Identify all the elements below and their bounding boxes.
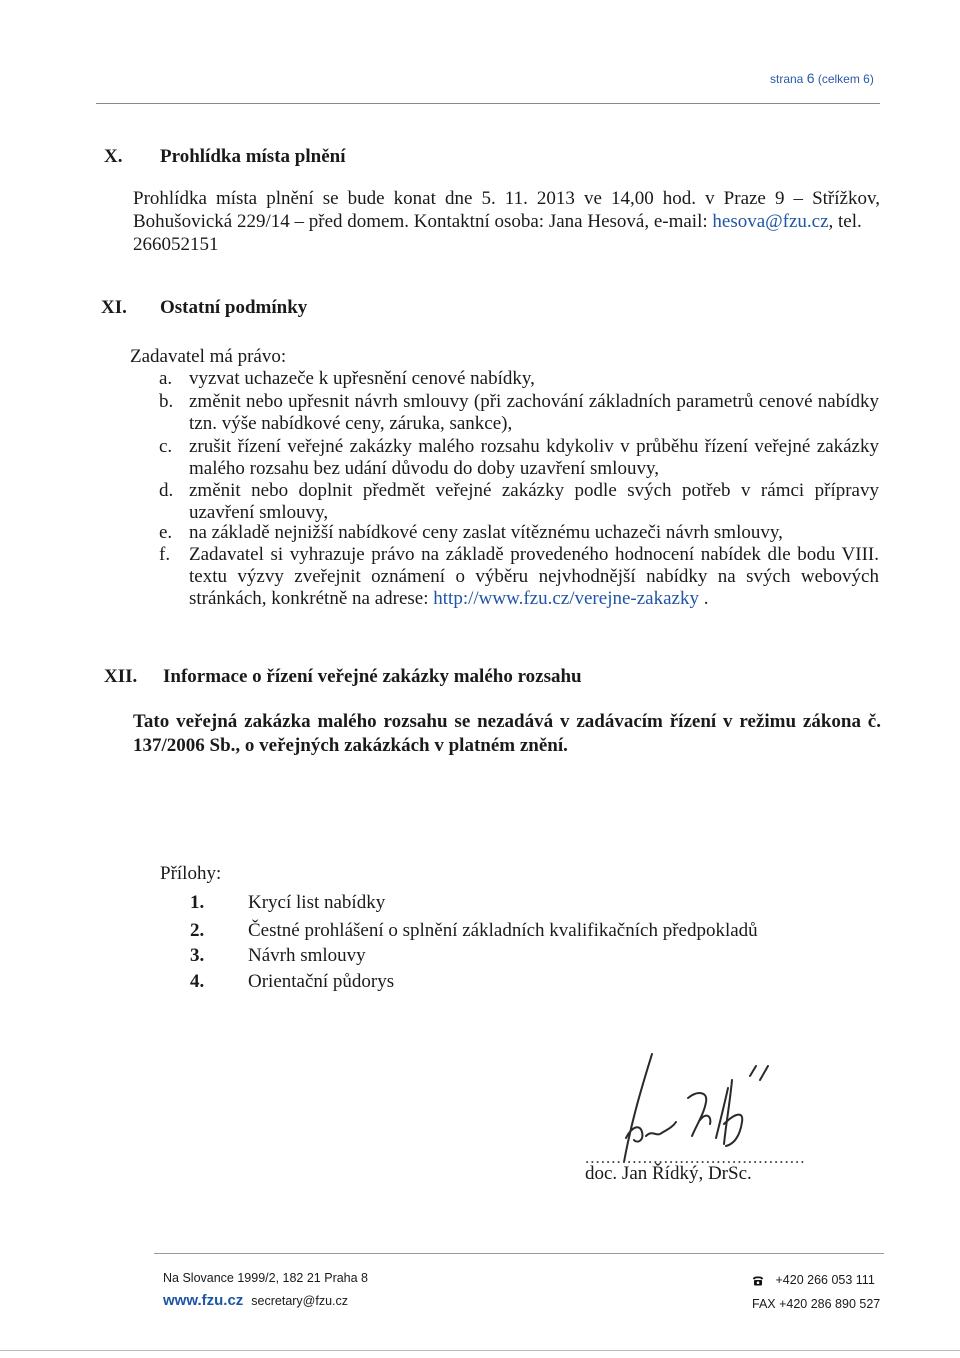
section-xii-number: XII. — [104, 666, 138, 687]
section-xii-note: Tato veřejná zakázka malého rozsahu se nezadává v zadávacím řízení v režimu zákona č. 137/2006 Sb., o veřejných zakázkách v platném znění. — [133, 711, 881, 756]
telephone-icon — [752, 1275, 764, 1289]
contact-email-link[interactable]: hesova@fzu.cz — [712, 211, 829, 232]
header-divider — [96, 103, 880, 104]
footer-website[interactable]: www.fzu.cz — [163, 1292, 244, 1309]
list-marker: d. — [159, 480, 174, 501]
section-xi-title: Ostatní podmínky — [160, 297, 308, 318]
list-text: změnit nebo doplnit předmět veřejné zakázky podle svých potřeb v rámci přípravy uzavření smlouvy, — [189, 480, 879, 523]
section-x-line2-text: Bohušovická 229/14 – před domem. Kontaktní osoba: Jana Hesová, e-mail: — [133, 211, 708, 232]
page-label: strana — [770, 72, 804, 86]
footer-email[interactable]: secretary@fzu.cz — [251, 1294, 349, 1308]
list-item — [159, 480, 881, 526]
list-text-body: Zadavatel si vyhrazuje právo na základě provedeného hodnocení nabídek dle bodu VIII. textu výzvy zveřejnit oznámení o výběru nejvhodnější nabídky na svých webových stránkách, konkrétně na adrese: — [189, 544, 879, 609]
attachment-title: Čestné prohlášení o splnění základních kvalifikačních předpokladů — [248, 920, 758, 941]
list-marker: c. — [159, 436, 173, 457]
section-x-line2 — [133, 211, 893, 233]
list-marker: e. — [159, 522, 173, 543]
section-x-phone: 266052151 — [133, 234, 219, 255]
attachment-title: Návrh smlouvy — [248, 945, 366, 966]
list-text: na základě nejnižší nabídkové ceny zaslat vítěznému uchazeči návrh smlouvy, — [189, 522, 783, 543]
page-total: (celkem 6) — [817, 72, 874, 86]
section-xi-intro: Zadavatel má právo: — [130, 346, 287, 367]
section-x-title: Prohlídka místa plnění — [160, 146, 346, 167]
page-bottom-edge — [0, 1350, 960, 1351]
page-number — [770, 70, 874, 86]
footer-phone-line — [752, 1273, 875, 1289]
section-x-line1: Prohlídka místa plnění se bude konat dne 5. 11. 2013 ve 14,00 hod. v Praze 9 – Střížkov, — [133, 188, 880, 209]
footer-phone: +420 266 053 111 — [775, 1273, 875, 1287]
attachment-item — [190, 945, 890, 969]
attachment-title: Krycí list nabídky — [248, 892, 386, 913]
list-text: zrušit řízení veřejné zakázky malého rozsahu kdykoliv v průběhu řízení veřejné zakázky malého rozsahu bez udání důvodu do doby uzavření smlouvy, — [189, 436, 879, 479]
section-xii-title: Informace o řízení veřejné zakázky malého rozsahu — [163, 666, 582, 687]
footer-web-line — [163, 1292, 348, 1310]
list-text-tail: . — [703, 588, 709, 609]
list-marker: a. — [159, 368, 173, 389]
list-text: změnit nebo upřesnit návrh smlouvy (při zachování základních parametrů cenové nabídky tzn. výše nabídkové ceny, záruka, sankce), — [189, 391, 879, 434]
procurement-url-link[interactable]: http://www.fzu.cz/verejne-zakazky — [433, 588, 699, 609]
attachment-title: Orientační půdorys — [248, 971, 395, 992]
signature-line: .......................................... — [585, 1148, 806, 1167]
section-x-line2-tail: , tel. — [828, 211, 862, 232]
list-text — [189, 544, 879, 610]
footer-fax: FAX +420 286 890 527 — [752, 1297, 881, 1311]
attachment-number: 2. — [190, 920, 205, 941]
list-item — [159, 436, 881, 482]
list-marker: b. — [159, 391, 174, 412]
list-text: vyzvat uchazeče k upřesnění cenové nabídky, — [189, 368, 535, 389]
page-number-value: 6 — [806, 70, 815, 86]
list-item — [159, 391, 881, 437]
signatory-name: doc. Jan Řídký, DrSc. — [585, 1163, 752, 1184]
section-xi-number: XI. — [101, 297, 127, 318]
attachment-item — [190, 892, 890, 916]
attachment-item — [190, 920, 890, 944]
footer-address: Na Slovance 1999/2, 182 21 Praha 8 — [163, 1271, 369, 1285]
attachment-number: 3. — [190, 945, 205, 966]
attachment-item — [190, 971, 890, 995]
section-x-number: X. — [104, 146, 123, 167]
list-item — [159, 544, 881, 612]
attachment-number: 1. — [190, 892, 205, 913]
footer-divider — [154, 1253, 884, 1254]
attachment-number: 4. — [190, 971, 205, 992]
list-marker: f. — [159, 544, 171, 565]
attachments-label: Přílohy: — [160, 863, 222, 884]
